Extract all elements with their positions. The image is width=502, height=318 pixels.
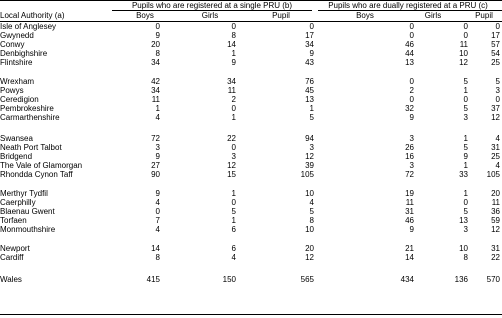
cell-boys-single: 4 <box>155 198 160 207</box>
cell-la-name: Swansea <box>0 134 33 143</box>
cell-pupil-dual: 25 <box>491 58 500 67</box>
cell-girls-dual: 0 <box>463 31 468 40</box>
cell-pupil-single: 1 <box>309 104 314 113</box>
cell-girls-single: 22 <box>227 134 236 143</box>
table-row <box>0 31 502 40</box>
cell-boys-dual: 26 <box>405 143 414 152</box>
table-row-total <box>0 275 502 284</box>
cell-pupil-single: 3 <box>309 143 314 152</box>
cell-girls-single: 1 <box>231 189 236 198</box>
cell-pupil-dual: 36 <box>491 207 500 216</box>
cell-boys-dual: 0 <box>409 31 414 40</box>
header-boys-single: Boys <box>136 11 154 20</box>
cell-boys-single: 11 <box>151 95 160 104</box>
cell-pupil-dual: 570 <box>486 275 500 284</box>
cell-pupil-dual: 0 <box>495 95 500 104</box>
cell-boys-dual: 19 <box>405 189 414 198</box>
cell-boys-dual: 3 <box>409 161 414 170</box>
cell-boys-single: 42 <box>151 77 160 86</box>
cell-girls-dual: 5 <box>463 104 468 113</box>
table-row <box>0 225 502 234</box>
header-local-authority: Local Authority (a) <box>0 11 65 20</box>
cell-girls-single: 0 <box>231 104 236 113</box>
cell-boys-single: 90 <box>151 170 160 179</box>
table-bottom-rule <box>0 314 502 315</box>
cell-girls-dual: 9 <box>463 152 468 161</box>
cell-girls-single: 1 <box>231 49 236 58</box>
cell-girls-dual: 13 <box>459 216 468 225</box>
cell-girls-dual: 1 <box>463 161 468 170</box>
table-row <box>0 95 502 104</box>
cell-boys-single: 0 <box>155 207 160 216</box>
cell-pupil-single: 10 <box>305 225 314 234</box>
cell-pupil-single: 76 <box>305 77 314 86</box>
cell-girls-dual: 5 <box>463 207 468 216</box>
cell-pupil-single: 4 <box>309 198 314 207</box>
cell-girls-single: 11 <box>227 86 236 95</box>
cell-boys-single: 27 <box>151 161 160 170</box>
cell-pupil-dual: 12 <box>491 113 500 122</box>
cell-girls-single: 5 <box>231 207 236 216</box>
cell-girls-single: 0 <box>231 143 236 152</box>
cell-girls-single: 2 <box>231 95 236 104</box>
cell-la-name: Rhondda Cynon Taff <box>0 170 73 179</box>
cell-girls-single: 12 <box>227 161 236 170</box>
cell-girls-dual: 1 <box>463 189 468 198</box>
cell-girls-single: 6 <box>231 244 236 253</box>
cell-girls-single: 34 <box>227 77 236 86</box>
cell-pupil-single: 0 <box>309 22 314 31</box>
cell-girls-dual: 136 <box>454 275 468 284</box>
table-row <box>0 189 502 198</box>
cell-girls-dual: 33 <box>459 170 468 179</box>
table-row <box>0 207 502 216</box>
cell-boys-single: 8 <box>155 253 160 262</box>
cell-girls-dual: 1 <box>463 134 468 143</box>
cell-girls-dual: 0 <box>463 198 468 207</box>
cell-la-name: Merthyr Tydfil <box>0 189 48 198</box>
cell-pupil-dual: 5 <box>495 77 500 86</box>
cell-la-name: Monmouthshire <box>0 225 56 234</box>
cell-pupil-single: 12 <box>305 152 314 161</box>
cell-boys-single: 34 <box>151 58 160 67</box>
cell-girls-single: 15 <box>227 170 236 179</box>
cell-pupil-single: 10 <box>305 189 314 198</box>
cell-pupil-single: 39 <box>305 161 314 170</box>
cell-boys-single: 415 <box>146 275 160 284</box>
cell-pupil-dual: 4 <box>495 134 500 143</box>
cell-la-name: Denbighshire <box>0 49 48 58</box>
cell-girls-single: 14 <box>227 40 236 49</box>
cell-la-name: Ceredigion <box>0 95 39 104</box>
cell-la-name: Caerphilly <box>0 198 36 207</box>
table-row <box>0 86 502 95</box>
cell-girls-dual: 3 <box>463 113 468 122</box>
cell-boys-dual: 3 <box>409 134 414 143</box>
cell-girls-dual: 5 <box>463 143 468 152</box>
table-row <box>0 40 502 49</box>
cell-la-name: Powys <box>0 86 24 95</box>
cell-boys-dual: 0 <box>409 95 414 104</box>
table-row <box>0 253 502 262</box>
cell-girls-single: 3 <box>231 152 236 161</box>
cell-la-name: Blaenau Gwent <box>0 207 55 216</box>
cell-pupil-single: 43 <box>305 58 314 67</box>
cell-boys-dual: 9 <box>409 113 414 122</box>
table-row <box>0 77 502 86</box>
cell-boys-dual: 32 <box>405 104 414 113</box>
cell-pupil-dual: 59 <box>491 216 500 225</box>
cell-boys-single: 0 <box>155 22 160 31</box>
cell-la-name: Pembrokeshire <box>0 104 54 113</box>
cell-boys-single: 3 <box>155 143 160 152</box>
cell-pupil-dual: 37 <box>491 104 500 113</box>
cell-boys-single: 7 <box>155 216 160 225</box>
cell-girls-dual: 0 <box>463 95 468 104</box>
cell-la-name: Conwy <box>0 40 25 49</box>
cell-pupil-dual: 3 <box>495 86 500 95</box>
cell-girls-dual: 3 <box>463 225 468 234</box>
cell-pupil-dual: 17 <box>491 31 500 40</box>
cell-girls-single: 0 <box>231 198 236 207</box>
cell-pupil-dual: 22 <box>491 253 500 262</box>
cell-pupil-dual: 31 <box>491 244 500 253</box>
cell-pupil-single: 5 <box>309 113 314 122</box>
cell-pupil-dual: 31 <box>491 143 500 152</box>
table-row <box>0 216 502 225</box>
cell-la-name: Flintshire <box>0 58 33 67</box>
table-row <box>0 244 502 253</box>
cell-boys-dual: 16 <box>405 152 414 161</box>
cell-la-name: Newport <box>0 244 30 253</box>
cell-boys-dual: 21 <box>405 244 414 253</box>
table-row <box>0 152 502 161</box>
cell-boys-dual: 46 <box>405 216 414 225</box>
cell-girls-dual: 10 <box>459 244 468 253</box>
cell-boys-dual: 46 <box>405 40 414 49</box>
cell-boys-dual: 9 <box>409 225 414 234</box>
cell-girls-single: 0 <box>231 22 236 31</box>
cell-girls-dual: 1 <box>463 86 468 95</box>
cell-pupil-single: 105 <box>300 170 314 179</box>
cell-girls-single: 4 <box>231 253 236 262</box>
cell-boys-dual: 13 <box>405 58 414 67</box>
cell-boys-single: 20 <box>151 40 160 49</box>
cell-boys-single: 1 <box>155 104 160 113</box>
cell-pupil-single: 34 <box>305 40 314 49</box>
cell-pupil-single: 9 <box>309 49 314 58</box>
cell-pupil-single: 12 <box>305 253 314 262</box>
cell-la-name: Wales <box>0 275 22 284</box>
cell-la-name: Isle of Anglesey <box>0 22 57 31</box>
cell-girls-single: 6 <box>231 225 236 234</box>
header-boys-dual: Boys <box>356 11 374 20</box>
cell-boys-dual: 31 <box>405 207 414 216</box>
cell-pupil-dual: 54 <box>491 49 500 58</box>
header-pupil-single: Pupil <box>272 11 290 20</box>
cell-la-name: Wrexham <box>0 77 35 86</box>
cell-la-name: Neath Port Talbot <box>0 143 62 152</box>
cell-boys-dual: 0 <box>409 22 414 31</box>
table-row <box>0 49 502 58</box>
header-group-dual-pru: Pupils who are dually registered at a PRU (c) <box>328 1 488 10</box>
cell-la-name: Carmarthenshire <box>0 113 60 122</box>
cell-girls-single: 8 <box>231 31 236 40</box>
cell-pupil-dual: 57 <box>491 40 500 49</box>
cell-girls-single: 150 <box>222 275 236 284</box>
cell-pupil-single: 8 <box>309 216 314 225</box>
cell-boys-single: 9 <box>155 189 160 198</box>
cell-girls-dual: 8 <box>463 253 468 262</box>
table-row <box>0 143 502 152</box>
cell-pupil-single: 45 <box>305 86 314 95</box>
cell-girls-dual: 11 <box>459 40 468 49</box>
table-row <box>0 58 502 67</box>
cell-pupil-single: 94 <box>305 134 314 143</box>
table-row <box>0 161 502 170</box>
table-row <box>0 113 502 122</box>
cell-boys-dual: 11 <box>405 198 414 207</box>
cell-la-name: Torfaen <box>0 216 27 225</box>
cell-boys-single: 8 <box>155 49 160 58</box>
cell-pupil-dual: 25 <box>491 152 500 161</box>
cell-pupil-dual: 12 <box>491 225 500 234</box>
cell-pupil-single: 5 <box>309 207 314 216</box>
cell-pupil-single: 13 <box>305 95 314 104</box>
cell-boys-dual: 44 <box>405 49 414 58</box>
cell-la-name: Bridgend <box>0 152 33 161</box>
cell-boys-dual: 14 <box>405 253 414 262</box>
table-row <box>0 198 502 207</box>
cell-boys-single: 4 <box>155 113 160 122</box>
cell-pupil-single: 565 <box>300 275 314 284</box>
cell-boys-single: 4 <box>155 225 160 234</box>
table-row <box>0 134 502 143</box>
header-group-single-pru: Pupils who are registered at a single PRU (b) <box>131 1 293 10</box>
header-girls-single: Girls <box>201 11 219 20</box>
header-girls-dual: Girls <box>424 11 442 20</box>
cell-boys-dual: 2 <box>409 86 414 95</box>
header-pupil-dual: Pupil <box>475 11 493 20</box>
cell-pupil-dual: 0 <box>495 22 500 31</box>
cell-la-name: Cardiff <box>0 253 24 262</box>
cell-girls-dual: 12 <box>459 58 468 67</box>
cell-pupil-dual: 105 <box>486 170 500 179</box>
cell-girls-dual: 10 <box>459 49 468 58</box>
cell-girls-single: 1 <box>231 113 236 122</box>
cell-la-name: Gwynedd <box>0 31 34 40</box>
table-row <box>0 104 502 113</box>
cell-pupil-dual: 20 <box>491 189 500 198</box>
cell-girls-dual: 5 <box>463 77 468 86</box>
cell-pupil-dual: 4 <box>495 161 500 170</box>
cell-boys-single: 34 <box>151 86 160 95</box>
table-row <box>0 22 502 31</box>
cell-girls-single: 1 <box>231 216 236 225</box>
cell-boys-single: 9 <box>155 31 160 40</box>
cell-girls-dual: 0 <box>463 22 468 31</box>
cell-pupil-dual: 11 <box>491 198 500 207</box>
cell-boys-single: 14 <box>151 244 160 253</box>
cell-pupil-single: 20 <box>305 244 314 253</box>
cell-boys-single: 72 <box>151 134 160 143</box>
table-row <box>0 170 502 179</box>
cell-boys-single: 9 <box>155 152 160 161</box>
cell-boys-dual: 72 <box>405 170 414 179</box>
cell-girls-single: 9 <box>231 58 236 67</box>
cell-boys-dual: 0 <box>409 77 414 86</box>
cell-pupil-single: 17 <box>305 31 314 40</box>
cell-boys-dual: 434 <box>400 275 414 284</box>
cell-la-name: The Vale of Glamorgan <box>0 161 83 170</box>
